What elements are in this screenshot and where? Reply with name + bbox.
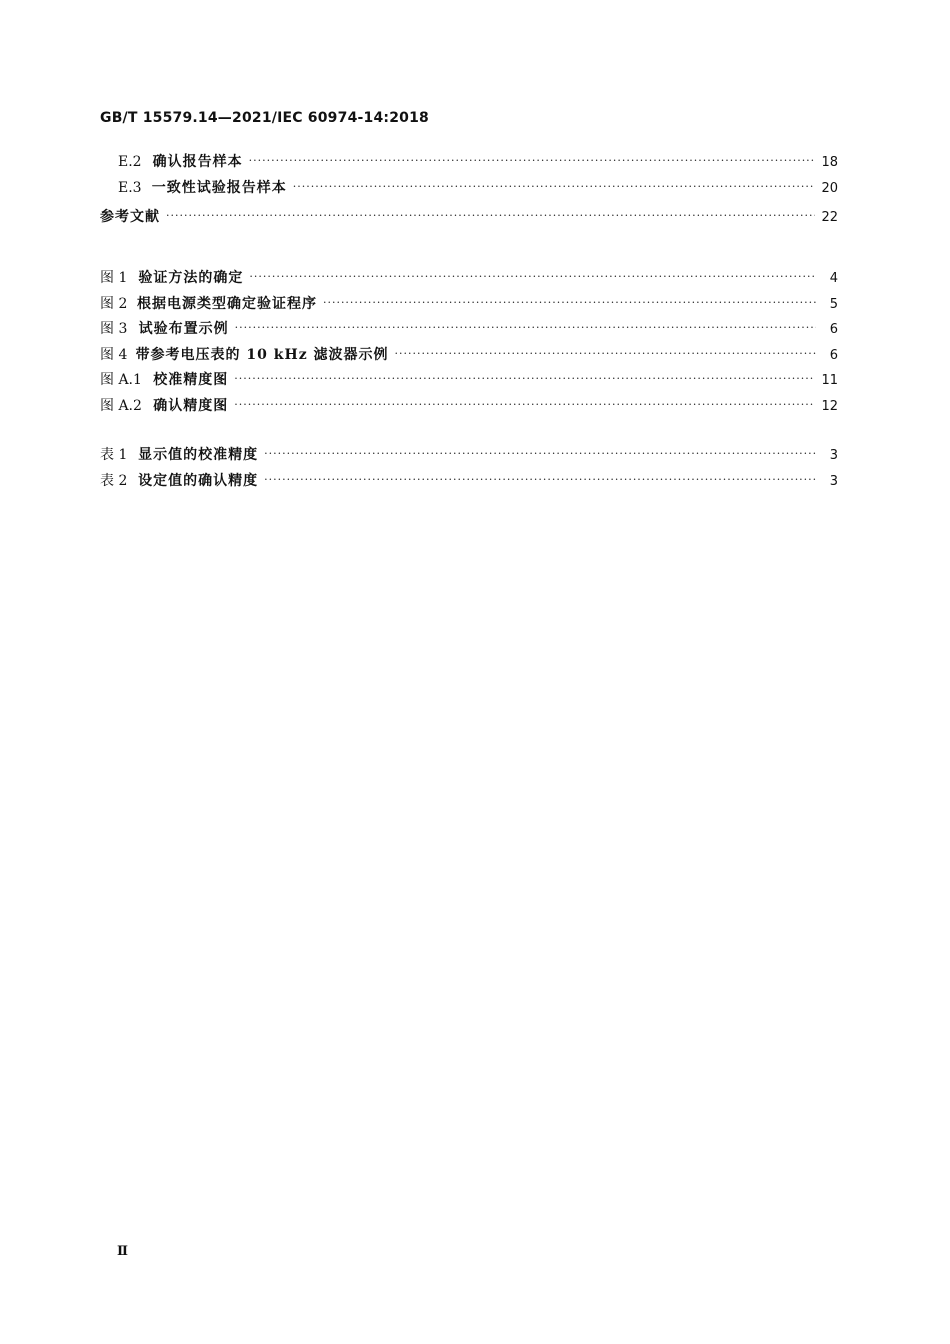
toc-entry-number: E.2 [118,154,142,170]
toc-entry-title: 确认精度图 [153,397,229,414]
dot-leader [249,264,816,290]
toc-entry-page: 20 [821,180,838,196]
toc-entry-title: 设定值的确认精度 [138,472,259,489]
toc-entry-page: 22 [821,210,838,225]
dot-leader [234,366,815,392]
toc-entry-page: 18 [821,155,838,170]
toc-entry-number: 图 4 [100,346,128,363]
toc-entry-number: 表 1 [100,447,128,463]
toc-entry-page: 6 [829,347,838,363]
dot-leader [234,392,815,418]
toc-entry-page: 3 [829,448,838,463]
toc-entry-title: 验证方法的确定 [138,270,244,286]
dot-leader [395,341,816,367]
toc-entry-number: 表 2 [100,472,128,489]
toc-entry-page: 12 [821,398,838,414]
toc-entry[interactable] [100,176,838,202]
toc-entry[interactable] [100,343,838,369]
dot-leader [264,467,816,493]
toc-entry-number: 图 1 [100,270,128,286]
dot-leader [166,203,815,229]
toc-entry-number: 图 2 [100,295,128,312]
toc-entry-page: 3 [829,473,838,489]
dot-leader [235,315,816,341]
toc-entry-number: 图 3 [100,321,128,337]
toc-entry-title: 校准精度图 [153,372,229,388]
toc-entry[interactable] [100,443,838,469]
toc-entry[interactable] [100,394,838,420]
toc-entry-title: 试验布置示例 [138,321,229,337]
toc-entry[interactable] [100,266,838,292]
dot-leader [249,148,816,174]
toc-entry-page: 11 [821,373,838,388]
toc-entry-number: 图 A.2 [100,397,142,414]
toc-appendix-section [100,150,838,231]
toc-entry-title: 确认报告样本 [152,154,243,170]
toc-entry[interactable] [100,317,838,343]
toc-entry-title: 参考文献 [100,209,160,225]
toc-entry-title: 根据电源类型确定验证程序 [136,295,317,312]
toc-entry-title: 带参考电压表的 10 kHz 滤波器示例 [135,346,389,363]
dot-leader [323,290,816,316]
toc-entry-title: 一致性试验报告样本 [151,179,287,196]
toc-entry-title: 显示值的校准精度 [138,447,259,463]
toc-entry[interactable] [100,368,838,394]
toc-entry-page: 6 [829,322,838,337]
standard-number-header: GB/T 15579.14—2021/IEC 60974-14:2018 [100,110,429,126]
toc-entry[interactable] [100,469,838,495]
toc-tables-section [100,443,838,494]
toc-entry-references[interactable] [100,205,838,231]
toc-entry-page: 5 [829,296,838,312]
toc-entry-page: 4 [829,271,838,286]
toc-entry[interactable] [100,150,838,176]
toc-entry[interactable] [100,292,838,318]
dot-leader [264,441,816,467]
page-number-roman: Ⅱ [117,1244,128,1259]
toc-entry-number: E.3 [118,179,142,196]
dot-leader [293,174,816,200]
toc-entry-number: 图 A.1 [100,372,142,388]
toc-figures-section [100,266,838,419]
